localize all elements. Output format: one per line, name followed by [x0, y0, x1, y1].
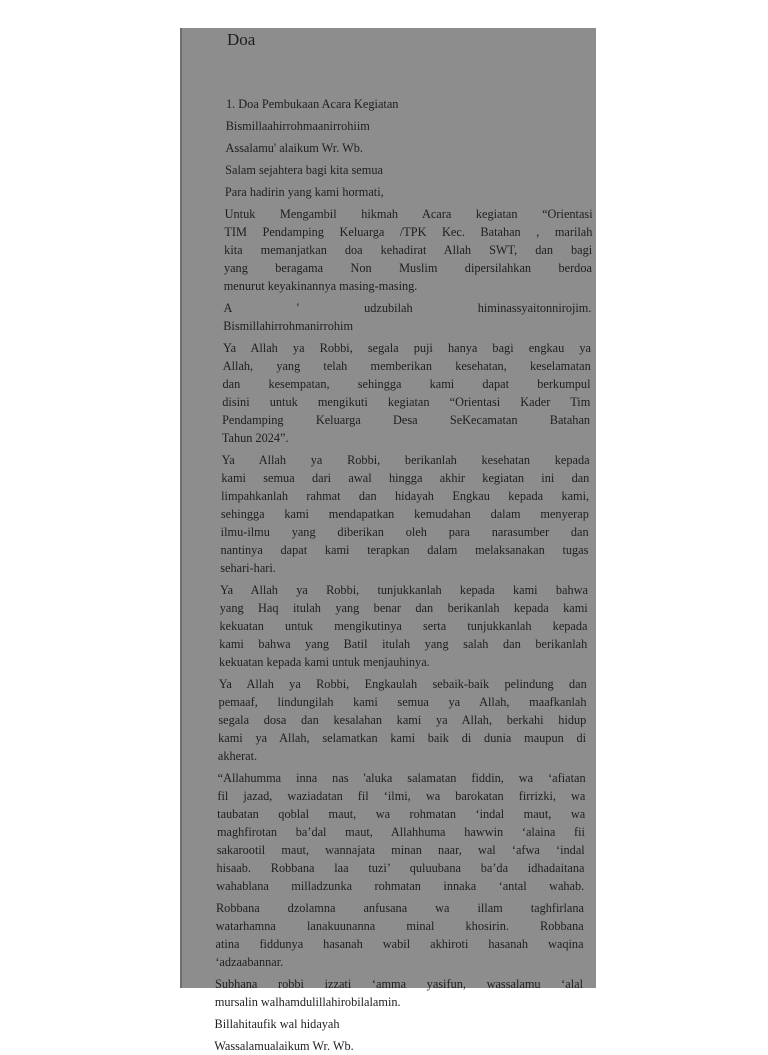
text-line: kita memanjatkan doa kehadirat Allah SWT, dan bagi — [224, 243, 593, 257]
text-line: pemaaf, lindungilah kami semua ya Allah, maafkanlah — [218, 695, 587, 709]
text-line: sakarootil maut, wannajata minan naar, wal ‘afwa ‘indal — [216, 843, 585, 857]
text-line: Pendamping Keluarga Desa SeKecamatan Batahan — [222, 413, 591, 427]
text-line: Para hadirin yang kami hormati, — [224, 185, 384, 199]
text-line: mursalin walhamdulillahirobilalamin. — [214, 995, 401, 1009]
text-line: Wassalamualaikum Wr. Wb. — [214, 1039, 354, 1053]
text-line: limpahkanlah rahmat dan hidayah Engkau kepada kami, — [221, 489, 590, 503]
text-line: Untuk Mengambil hikmah Acara kegiatan “Orientasi — [224, 207, 593, 221]
text-line: atina fiddunya hasanah wabil akhiroti hasanah waqina — [215, 937, 584, 951]
text-line: “Allahumma inna nas 'aluka salamatan fiddin, wa ‘afiatan — [217, 771, 586, 785]
text-line: kami semua dari awal hingga akhir kegiatan ini dan — [221, 471, 590, 485]
text-line: A ' udzubilah himinassyaitonnirojim. — [223, 301, 592, 315]
text-line: yang Haq itulah yang benar dan berikanlah kepada kami — [219, 601, 588, 615]
text-line: hisaab. Robbana laa tuzi’ quluubana ba’da idhadaitana — [216, 861, 585, 875]
text-line: taubatan qoblal maut, wa rohmatan ‘indal maut, wa — [217, 807, 586, 821]
text-line: segala dosa dan kesalahan kami ya Allah, berkahi hidup — [218, 713, 587, 727]
text-line: Billahitaufik wal hidayah — [214, 1017, 340, 1031]
text-line: yang beragama Non Muslim dipersilahkan berdoa — [223, 261, 592, 275]
text-line: Bismillaahirrohmaanirrohiim — [225, 119, 370, 133]
text-line: Ya Allah ya Robbi, segala puji hanya bagi engkau ya — [222, 341, 591, 355]
page-edge-shadow — [180, 28, 182, 988]
text-line: Robbana dzolamna anfusana wa illam taghfirlana — [215, 901, 584, 915]
text-line: Tahun 2024”. — [221, 431, 289, 445]
text-line: 1. Doa Pembukaan Acara Kegiatan — [226, 97, 399, 111]
text-line: ‘adzaabannar. — [215, 955, 284, 969]
document-page — [180, 28, 596, 1053]
document-heading: Doa — [227, 30, 256, 49]
text-line: maghfirotan ba’dal maut, Allahhuma hawwin ‘alaina fii — [216, 825, 585, 839]
text-line: fil jazad, waziadatan fil ‘ilmi, wa barokatan firrizki, wa — [217, 789, 586, 803]
text-line: kami bahwa yang Batil itulah yang salah dan berikanlah — [219, 637, 588, 651]
text-line: nantinya dapat kami terapkan dalam melaksanakan tugas — [220, 543, 589, 557]
text-line: watarhamna lanakuunanna minal khosirin. Robbana — [215, 919, 584, 933]
text-line: kekuatan untuk mengikutinya serta tunjukkanlah kepada — [219, 619, 588, 633]
text-line: ilmu-ilmu yang diberikan oleh para narasumber dan — [220, 525, 589, 539]
text-line: menurut keyakinannya masing-masing. — [223, 279, 418, 293]
text-line: Allah, yang telah memberikan kesehatan, keselamatan — [222, 359, 591, 373]
text-line: sehari-hari. — [220, 561, 276, 575]
text-line: wahablana milladzunka rohmatan innaka ‘antal wahab. — [216, 879, 585, 893]
text-line: Assalamu' alaikum Wr. Wb. — [225, 141, 363, 155]
text-line: TIM Pendamping Keluarga /TPK Kec. Batahan , marilah — [224, 225, 593, 239]
text-line: sehingga kami mendapatkan kemudahan dalam menyerap — [220, 507, 589, 521]
text-line: disini untuk mengikuti kegiatan “Orientasi Kader Tim — [222, 395, 591, 409]
text-line: Ya Allah ya Robbi, Engkaulah sebaik-baik pelindung dan — [218, 677, 587, 691]
text-line: kami ya Allah, selamatkan kami baik di dunia maupun di — [218, 731, 587, 745]
text-line: kekuatan kepada kami untuk menjauhinya. — [219, 655, 430, 669]
text-line: akherat. — [217, 749, 258, 763]
text-line: Salam sejahtera bagi kita semua — [225, 163, 383, 177]
text-line: Subhana robbi izzati ‘amma yasifun, wassalamu ‘alal — [215, 977, 584, 991]
text-line: Bismillahirrohmanirrohim — [223, 319, 354, 333]
text-line: Ya Allah ya Robbi, tunjukkanlah kepada kami bahwa — [219, 583, 588, 597]
text-line: dan kesempatan, sehingga kami dapat berkumpul — [222, 377, 591, 391]
text-line: Ya Allah ya Robbi, berikanlah kesehatan kepada — [221, 453, 590, 467]
